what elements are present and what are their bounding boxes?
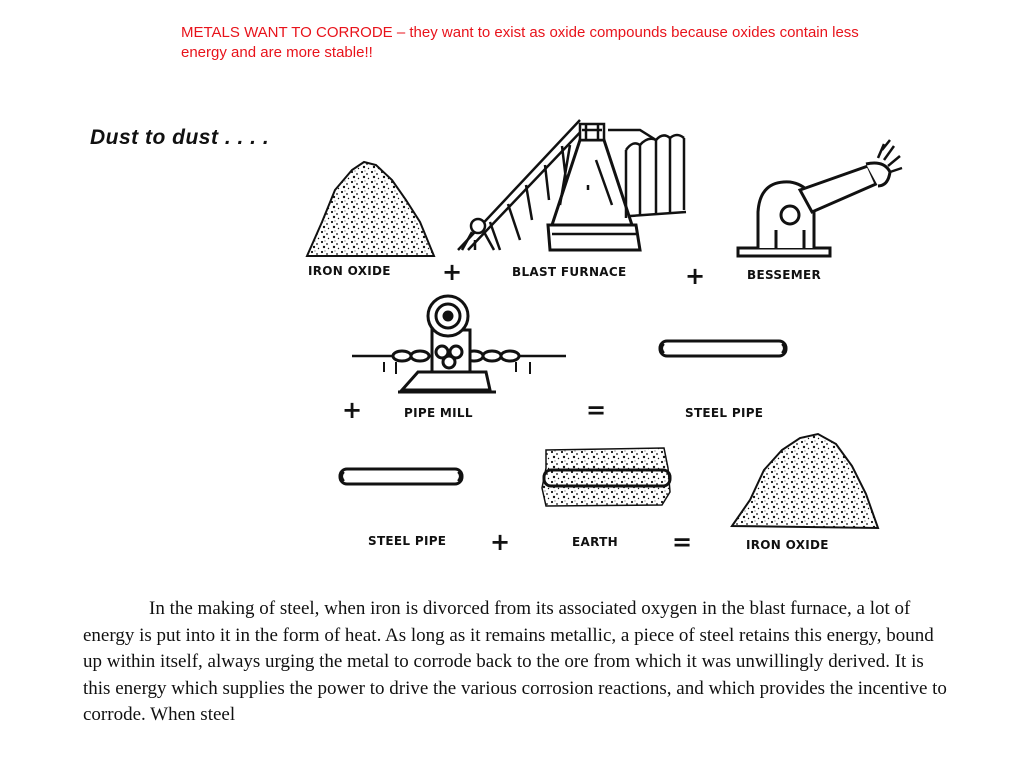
label-earth: EARTH [572, 535, 618, 549]
label-iron-oxide-2: IRON OXIDE [746, 538, 829, 552]
figure-title: Dust to dust . . . . [90, 126, 270, 149]
bessemer-converter-icon [738, 140, 902, 256]
label-steel-pipe-2: STEEL PIPE [368, 534, 447, 548]
earth-icon [542, 448, 670, 506]
operator-plus-2: + [685, 262, 706, 290]
pipe-mill-icon [352, 296, 566, 392]
label-steel-pipe: STEEL PIPE [685, 406, 764, 420]
explanation-paragraph [83, 596, 953, 725]
label-pipe-mill: PIPE MILL [404, 406, 473, 420]
operator-plus-4: + [490, 528, 511, 556]
steel-pipe-icon [660, 341, 786, 356]
label-blast-furnace: BLAST FURNACE [512, 265, 627, 279]
slide-headline: METALS WANT TO CORRODE – they want to exist as oxide compounds because oxides contain less energy and are more stable!! [181, 24, 859, 61]
paragraph-text: In the making of steel, when iron is divorced from its associated oxygen in the blast furnace, a lot of energy is put into it in the form of heat. As long as it remains metallic, a piece of steel retains this energy, bound up within itself, always urging the metal to corrode back to the ore from which it was unwillingly derived. It is this energy which supplies the power to drive the various corrosion reactions, and which provides the incentive to corrode. When steel [83, 598, 947, 725]
steel-pipe-buried-icon [340, 469, 462, 484]
iron-oxide-result-icon [732, 434, 878, 528]
iron-oxide-pile-icon [307, 162, 434, 256]
label-iron-oxide: IRON OXIDE [308, 264, 391, 278]
label-bessemer: BESSEMER [747, 268, 822, 282]
blast-furnace-icon [458, 120, 686, 250]
operator-plus-3: + [342, 396, 363, 424]
operator-equals-2: = [672, 528, 693, 556]
operator-equals-1: = [586, 396, 607, 424]
operator-plus-1: + [442, 258, 463, 286]
